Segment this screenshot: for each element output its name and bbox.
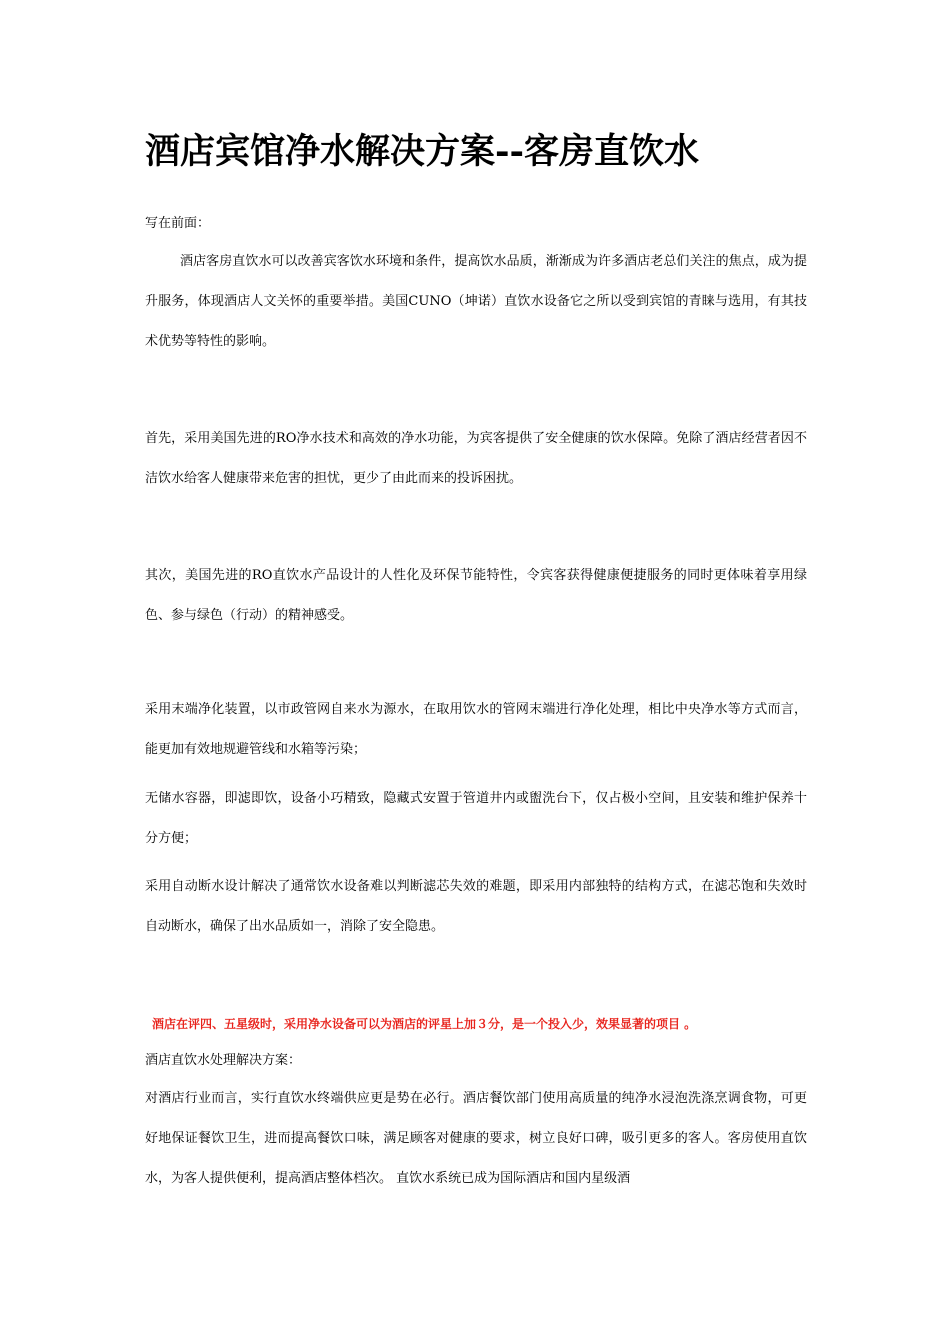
- document-title: 酒店宾馆净水解决方案--客房直饮水: [145, 131, 700, 172]
- intro-paragraph: 酒店客房直饮水可以改善宾客饮水环境和条件，提高饮水品质，渐渐成为许多酒店老总们关注的焦点，成为提升服务，体现酒店人文关怀的重要举措。美国CUNO（坤诺）直饮水设备它之所以受到宾馆的青睐与选用，有其技术优势等特性的影响。: [145, 254, 807, 349]
- point-paragraph-1: 采用末端净化装置，以市政管网自来水为源水，在取用饮水的管网末端进行净化处理，相比中央净水等方式而言，能更加有效地规避管线和水箱等污染；: [145, 702, 807, 757]
- solution-paragraph: 对酒店行业而言，实行直饮水终端供应更是势在必行。酒店餐饮部门使用高质量的纯净水浸泡洗涤烹调食物，可更好地保证餐饮卫生，进而提高餐饮口味，满足顾客对健康的要求，树立良好口碑，吸引更多的客人。客房使用直饮水，为客人提供便利，提高酒店整体档次。 直饮水系统已成为国际酒店和国内星级酒: [145, 1091, 807, 1186]
- first-paragraph: 首先，采用美国先进的RO净水技术和高效的净水功能，为宾客提供了安全健康的饮水保障。免除了酒店经营者因不洁饮水给客人健康带来危害的担忧，更少了由此而来的投诉困扰。: [145, 431, 807, 486]
- preface-label: 写在前面：: [145, 216, 211, 231]
- highlight-statement: 酒店在评四、五星级时，采用净水设备可以为酒店的评星上加３分，是一个投入少，效果显著的项目 。: [152, 1017, 697, 1031]
- solution-label: 酒店直饮水处理解决方案：: [145, 1053, 302, 1068]
- second-paragraph: 其次，美国先进的RO直饮水产品设计的人性化及环保节能特性，令宾客获得健康便捷服务的同时更体味着享用绿色、参与绿色（行动）的精神感受。: [145, 568, 807, 623]
- point-paragraph-2: 无储水容器，即滤即饮，设备小巧精致，隐藏式安置于管道井内或盥洗台下，仅占极小空间，且安装和维护保养十分方便；: [145, 791, 807, 846]
- point-paragraph-3: 采用自动断水设计解决了通常饮水设备难以判断滤芯失效的难题，即采用内部独特的结构方式，在滤芯饱和失效时自动断水，确保了出水品质如一，消除了安全隐患。: [145, 879, 807, 934]
